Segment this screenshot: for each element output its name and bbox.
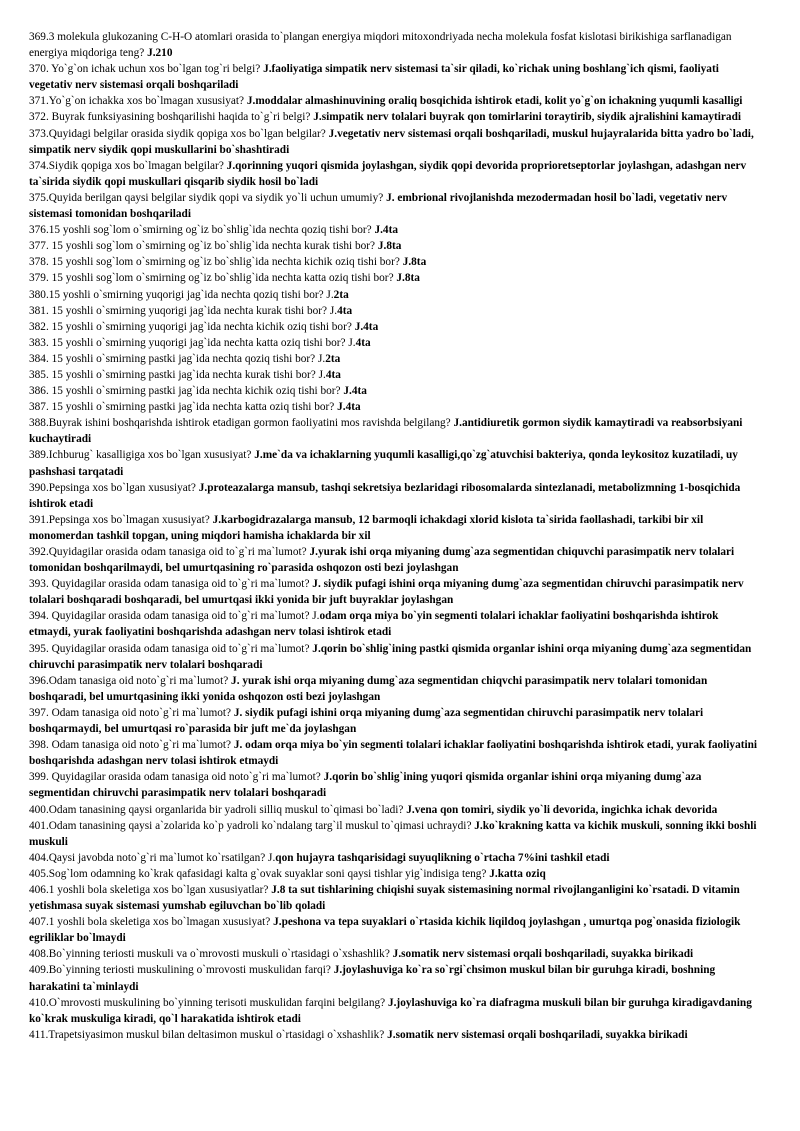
- answer-text: J.proteazalarga mansub, tashqi sekretsiya bezlaridagi ribosomalarda sintezlanadi, metabolizmning 1-bosqichida ishtirok etadi: [29, 481, 741, 510]
- answer-text: 2ta: [333, 288, 349, 301]
- document-page: [29, 29, 759, 1043]
- answer-text: J.joylashuviga ko`ra diafragma muskuli bilan bir guruhga kiradigavdaning ko`krak muskuliga kiradi, qo`l harakatida ishtirok etadi: [29, 996, 752, 1025]
- answer-text: J.faoliyatiga simpatik nerv sistemasi ta`sir qiladi, ko`richak uning boshlang`ich qismi, faoliyati vegetativ nerv sistemasi orqali boshqariladi: [29, 63, 719, 92]
- question-text: 371.Yo`g`on ichakka xos bo`lmagan xususiyat?: [29, 95, 247, 108]
- answer-text: J.karbogidrazalarga mansub, 12 barmoqli ichakdagi xlorid kislota ta`sirida faollashadi, tarkibi bir xil monomerdan tashkil topgan, uning miqdori hamisha ichaklarda bir xil: [29, 513, 704, 542]
- answer-text: J.4ta: [343, 385, 367, 398]
- question-text: 380.15 yoshli o`smirning yuqorigi jag`ida nechta qoziq tishi bor? J.: [29, 288, 334, 301]
- question-text: 411.Trapetsiyasimon muskul bilan deltasimon muskul o`rtasidagi o`xshashlik?: [29, 1028, 388, 1041]
- question-text: 381. 15 yoshli o`smirning yuqorigi jag`ida nechta kurak tishi bor? J.: [29, 304, 338, 317]
- answer-text: J. odam orqa miya bo`yin segmenti tolalari ichaklar faoliyatini boshqarishda ishtirok etadi, yurak faoliyatini boshqarishda adashgan nerv tolasi ishtirok etmaydi: [29, 739, 758, 768]
- qa-item-374: [29, 158, 759, 190]
- question-text: 396.Odam tanasiga oid noto`g`ri ma`lumot?: [29, 674, 232, 687]
- question-text: 394. Quyidagilar orasida odam tanasiga oid to`g`ri ma`lumot? J.: [29, 610, 320, 623]
- answer-text: J.4ta: [354, 320, 379, 333]
- qa-item-378: [29, 254, 759, 270]
- qa-item-391: [29, 512, 759, 544]
- answer-text: J.4ta: [374, 224, 398, 237]
- answer-text: J.qorin bo`shlig`ining pastki qismida organlar ishini orqa miyaning dumg`aza segmentidan chiruvchi parasimpatik nerv tolalari boshqaradi: [29, 642, 752, 671]
- question-text: 388.Buyrak ishini boshqarishda ishtirok etadigan gormon faoliyatini mos ravishda belgilang?: [29, 417, 454, 430]
- answer-text: J.ko`krakning katta va kichik muskuli, sonning ikki boshli muskuli: [29, 819, 757, 848]
- answer-text: J.8ta: [396, 272, 420, 285]
- qa-item-407: [29, 914, 759, 946]
- qa-item-394: [29, 608, 759, 640]
- answer-text: J.peshona va tepa suyaklari o`rtasida kichik liqildoq joylashgan , umurtqa pog`onasida fiziologik egriliklar bo`lmaydi: [29, 916, 741, 945]
- question-text: 408.Bo`yinning teriosti muskuli va o`mrovosti muskuli o`rtasidagi o`xshashlik?: [29, 948, 393, 961]
- qa-item-379: [29, 270, 759, 286]
- qa-item-373: [29, 126, 759, 158]
- question-text: 400.Odam tanasining qaysi organlarida bir yadroli silliq muskul to`qimasi bo`ladi?: [29, 803, 407, 816]
- answer-text: 4ta: [355, 336, 371, 349]
- question-text: 378. 15 yoshli sog`lom o`smirning og`iz bo`shlig`ida nechta kichik oziq tishi bor?: [29, 256, 403, 269]
- answer-text: J.8ta: [402, 256, 427, 269]
- question-text: 390.Pepsinga xos bo`lgan xususiyat?: [29, 481, 199, 494]
- qa-item-397: [29, 705, 759, 737]
- question-text: 406.1 yoshli bola skeletiga xos bo`lgan xususiyatlar?: [29, 883, 272, 896]
- answer-text: J. yurak ishi orqa miyaning dumg`aza segmentidan chiqvchi parasimpatik nerv tolalari tomonidan boshqaradi, bel umurtqasining ikki yonida oshqozon osti bezi joylashgan: [29, 674, 708, 703]
- qa-item-381: [29, 303, 759, 319]
- question-text: 370. Yo`g`on ichak uchun xos bo`lgan tog`ri belgi?: [29, 63, 264, 76]
- question-text: 410.O`mrovosti muskulining bo`yinning terisoti muskulidan farqini belgilang?: [29, 996, 388, 1009]
- answer-text: 4ta: [337, 304, 353, 317]
- qa-item-369: [29, 29, 759, 61]
- qa-item-390: [29, 480, 759, 512]
- question-text: 405.Sog`lom odamning ko`krak qafasidagi kalta g`ovak suyaklar soni qaysi tishlar yig`indisiga teng?: [29, 867, 490, 880]
- qa-item-401: [29, 818, 759, 850]
- qa-item-400: [29, 802, 759, 818]
- question-text: 409.Bo`yinning teriosti muskulining o`mrovosti muskulidan farqi?: [29, 964, 334, 977]
- question-text: 391.Pepsinga xos bo`lmagan xususiyat?: [29, 513, 213, 526]
- answer-text: J.moddalar almashinuvining oraliq bosqichida ishtirok etadi, kolit yo`g`on ichakning yuqumli kasalligi: [246, 95, 743, 108]
- qa-item-404: [29, 850, 759, 866]
- question-text: 393. Quyidagilar orasida odam tanasiga oid to`g`ri ma`lumot?: [29, 578, 313, 591]
- answer-text: 4ta: [325, 368, 341, 381]
- question-text: 386. 15 yoshli o`smirning pastki jag`ida nechta kichik oziq tishi bor?: [29, 385, 344, 398]
- question-text: 392.Quyidagilar orasida odam tanasiga oid to`g`ri ma`lumot?: [29, 546, 310, 558]
- answer-text: J.somatik nerv sistemasi orqali boshqariladi, suyakka birikadi: [392, 948, 694, 961]
- question-text: 369.3 molekula glukozaning C-H-O atomlari orasida to`plangan energiya miqdori mitoxondriyada necha molekula fosfat kislotasi birikishiga sarflanadigan energiya miqdoriga teng?: [29, 31, 732, 60]
- question-text: 387. 15 yoshli o`smirning pastki jag`ida nechta katta oziq tishi bor?: [29, 401, 338, 414]
- answer-text: J.8ta: [377, 240, 402, 253]
- question-text: 372. Buyrak funksiyasining boshqarilishi haqida to`g`ri belgi?: [29, 111, 314, 124]
- answer-text: J.me`da va ichaklarning yuqumli kasalligi,qo`zg`atuvchisi bakteriya, qonda leykositoz kuzatiladi, uy pashshasi tarqatadi: [29, 449, 738, 478]
- answer-text: J.qorinning yuqori qismida joylashgan, siydik qopi devorida proprioretseptorlar joylashgan, adashgan nerv ta`sirida siydik qopi muskullari qisqarib siydik hosil bo`ladi: [29, 159, 747, 188]
- qa-item-393: [29, 576, 759, 608]
- qa-item-396: [29, 673, 759, 705]
- qa-item-382: [29, 319, 759, 335]
- question-text: 399. Quyidagilar orasida odam tanasiga oid noto`g`ri ma`lumot?: [29, 771, 324, 784]
- question-text: 376.15 yoshli sog`lom o`smirning og`iz bo`shlig`ida nechta qoziq tishi bor?: [29, 224, 375, 237]
- answer-text: J. siydik pufagi ishini orqa miyaning dumg`aza segmentidan chiruvchi parasimpatik nerv tolalari boshqaradi boshqaradi, bel umurtqasi ikki yonida bir juft buyraklar joylashgan: [29, 578, 744, 607]
- answer-text: J.simpatik nerv tolalari buyrak qon tomirlarini toraytirib, siydik ajralishini kamaytiradi: [313, 111, 742, 124]
- question-text: 377. 15 yoshli sog`lom o`smirning og`iz bo`shlig`ida nechta kurak tishi bor?: [29, 240, 378, 253]
- question-text: 375.Quyida berilgan qaysi belgilar siydik qopi va siydik yo`li uchun umumiy?: [29, 191, 387, 204]
- qa-item-387: [29, 399, 759, 415]
- answer-text: J.vegetativ nerv sistemasi orqali boshqariladi, muskul hujayralarida bitta yadro bo`ladi, simpatik nerv siydik qopi muskullarini bo`shashtiradi: [29, 127, 754, 156]
- question-text: 374.Siydik qopiga xos bo`lmagan belgilar?: [29, 159, 227, 172]
- qa-item-389: [29, 447, 759, 479]
- qa-item-371: [29, 93, 759, 109]
- answer-text: 2ta: [325, 352, 341, 365]
- qa-item-383: [29, 335, 759, 351]
- question-text: 398. Odam tanasiga oid noto`g`ri ma`lumot?: [29, 739, 234, 752]
- answer-text: J.yurak ishi orqa miyaning dumg`aza segmentidan chiquvchi parasimpatik nerv tolalari tomonidan boshqarilmaydi, bel umurtqasining ro`parasida oshqozon osti bezi joylashgan: [29, 546, 735, 575]
- answer-text: J.8 ta sut tishlarining chiqishi suyak sistemasining normal rivojlanganligini ko`rsatadi. D vitamin yetishmasa suyak sistemasi yumshab egiluvchan bo`lib qoladi: [29, 883, 740, 913]
- question-text: 407.1 yoshli bola skeletiga xos bo`lmagan xususiyat?: [29, 916, 274, 929]
- answer-text: qon hujayra tashqarisidagi suyuqlikning o`rtacha 7%ini tashkil etadi: [275, 851, 610, 864]
- question-text: 401.Odam tanasining qaysi a`zolarida ko`p yadroli ko`ndalang targ`il muskul to`qimasi uchraydi?: [29, 819, 475, 832]
- qa-item-409: [29, 962, 759, 994]
- qa-item-410: [29, 995, 759, 1027]
- qa-item-405: [29, 866, 759, 882]
- qa-item-384: [29, 351, 759, 367]
- question-text: 404.Qaysi javobda noto`g`ri ma`lumot ko`rsatilgan? J.: [29, 851, 276, 864]
- question-text: 384. 15 yoshli o`smirning pastki jag`ida nechta qoziq tishi bor? J.: [29, 352, 326, 365]
- qa-item-376: [29, 222, 759, 238]
- question-text: 379. 15 yoshli sog`lom o`smirning og`iz bo`shlig`ida nechta katta oziq tishi bor?: [29, 272, 397, 285]
- question-text: 382. 15 yoshli o`smirning yuqorigi jag`ida nechta kichik oziq tishi bor?: [29, 320, 355, 333]
- qa-item-406: [29, 882, 759, 914]
- answer-text: J.210: [147, 47, 173, 60]
- question-text: 395. Quyidagilar orasida odam tanasiga oid to`g`ri ma`lumot?: [29, 642, 313, 655]
- question-text: 373.Quyidagi belgilar orasida siydik qopiga xos bo`lgan belgilar?: [29, 127, 329, 140]
- qa-item-388: [29, 415, 759, 447]
- answer-text: J. embrional rivojlanishda mezodermadan hosil bo`ladi, vegetativ nerv sistemasi tomonidan boshqariladi: [29, 191, 728, 221]
- answer-text: J.katta oziq: [489, 867, 546, 880]
- answer-text: J.4ta: [337, 401, 361, 414]
- qa-item-399: [29, 769, 759, 801]
- answer-text: J. siydik pufagi ishini orqa miyaning dumg`aza segmentidan chiruvchi parasimpatik nerv tolalari boshqarmaydi, bel umurtqasi ro`parasida bir juft me`da joylashgan: [29, 706, 704, 736]
- qa-item-411: [29, 1027, 759, 1043]
- answer-text: J.joylashuviga ko`ra so`rgi`chsimon muskul bilan bir guruhga kiradi, boshning harakatini ta`minlaydi: [29, 964, 716, 993]
- qa-item-398: [29, 737, 759, 769]
- qa-item-395: [29, 641, 759, 673]
- question-text: 397. Odam tanasiga oid noto`g`ri ma`lumot?: [29, 706, 234, 719]
- qa-item-380: [29, 287, 759, 303]
- qa-item-370: [29, 61, 759, 93]
- qa-item-372: [29, 109, 759, 125]
- question-text: 385. 15 yoshli o`smirning pastki jag`ida nechta kurak tishi bor? J.: [29, 368, 326, 381]
- answer-text: J.antidiuretik gormon siydik kamaytiradi va reabsorbsiyani kuchaytiradi: [29, 417, 743, 446]
- qa-item-386: [29, 383, 759, 399]
- answer-text: J.somatik nerv sistemasi orqali boshqariladi, suyakka birikadi: [387, 1028, 688, 1041]
- question-text: 389.Ichburug` kasalligiga xos bo`lgan xususiyat?: [29, 449, 255, 462]
- question-text: 383. 15 yoshli o`smirning yuqorigi jag`ida nechta katta oziq tishi bor? J.: [29, 336, 356, 349]
- qa-item-385: [29, 367, 759, 383]
- qa-item-377: [29, 238, 759, 254]
- answer-text: J.vena qon tomiri, siydik yo`li devorida, ingichka ichak devorida: [406, 803, 718, 816]
- qa-item-392: [29, 544, 759, 576]
- qa-item-408: [29, 946, 759, 962]
- qa-item-375: [29, 190, 759, 222]
- answer-text: J.qorin bo`shlig`ining yuqori qismida organlar ishini orqa miyaning dumg`aza segmentidan chiruvchi parasimpatik nerv tolalari boshqaradi: [29, 771, 702, 800]
- answer-text: odam orqa miya bo`yin segmenti tolalari ichaklar faoliyatini boshqarishda ishtirok etmaydi, yurak faoliyatini boshqarishda adashgan nerv tolasi ishtirok etadi: [29, 610, 719, 639]
